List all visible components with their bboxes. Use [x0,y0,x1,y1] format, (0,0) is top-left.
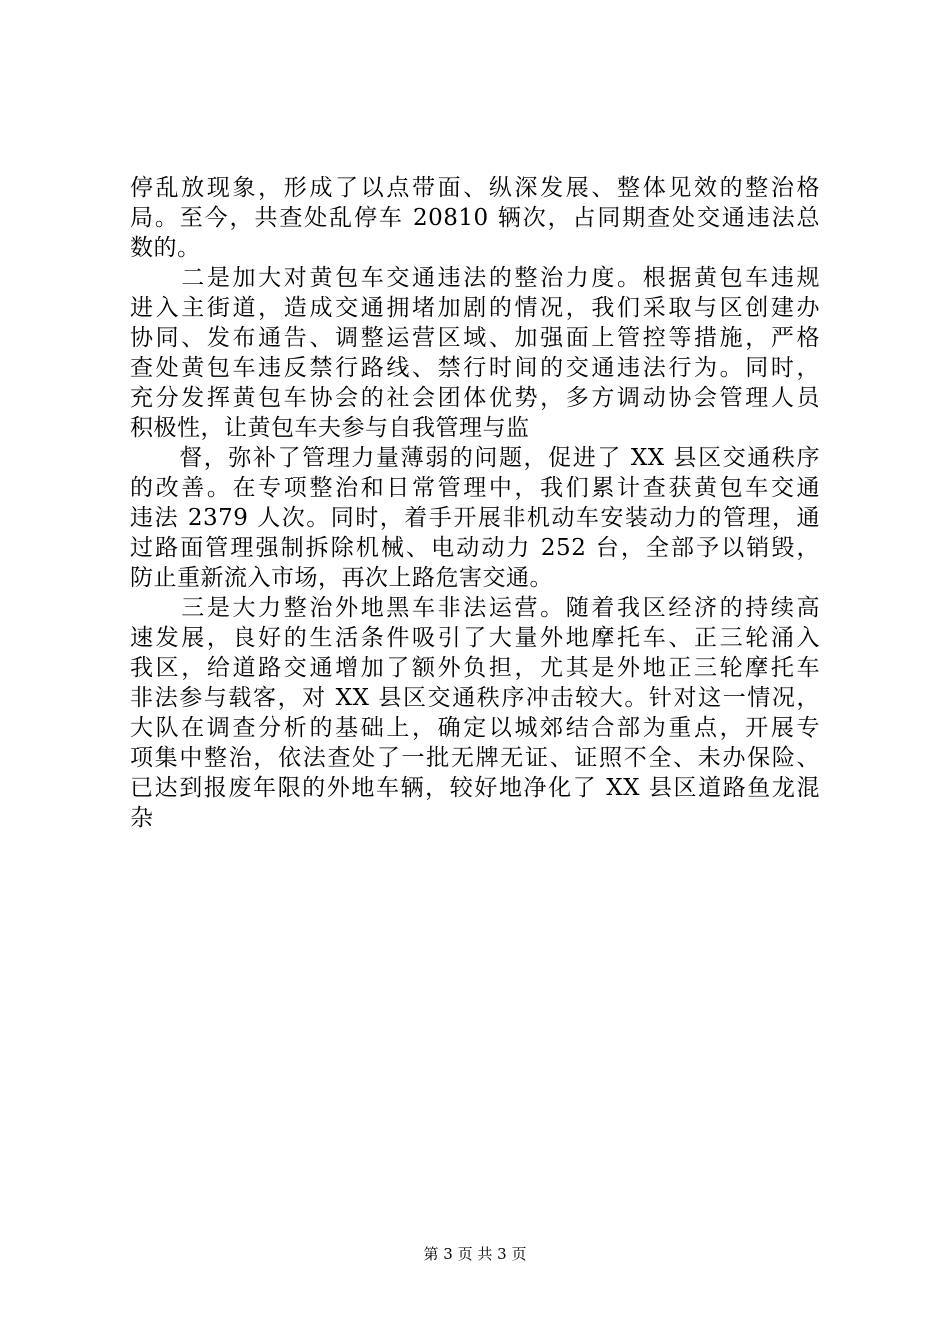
text-line: 项集中整治，依法查处了一批无牌无证、证照不全、未办保险、 [130,745,820,771]
text-line: 积极性，让黄包车夫参与自我管理与监 [130,415,530,441]
text-line: 已达到报废年限的外地车辆，较好地净化了 XX 县区道路鱼龙混 [130,775,820,801]
text-line: 杂 [130,805,154,831]
text-line: 查处黄包车违反禁行路线、禁行时间的交通违法行为。同时， [130,355,820,381]
text-line: 的改善。在专项整治和日常管理中，我们累计查获黄包车交通 [130,475,820,501]
text-line: 速发展，良好的生活条件吸引了大量外地摩托车、正三轮涌入 [130,625,820,651]
page-footer: 第 3 页 共 3 页 [423,1245,527,1263]
text-line: 督，弥补了管理力量薄弱的问题，促进了 XX 县区交通秩序 [130,445,820,471]
text-line: 充分发挥黄包车协会的社会团体优势，多方调动协会管理人员 [130,385,820,411]
text-line: 防止重新流入市场，再次上路危害交通。 [130,565,553,591]
text-line: 非法参与载客，对 XX 县区交通秩序冲击较大。针对这一情况， [130,685,820,711]
text-line: 三是大力整治外地黑车非法运营。随着我区经济的持续高 [130,595,820,621]
text-line: 局。至今，共查处乱停车 20810 辆次，占同期查处交通违法总 [130,205,820,231]
text-line: 停乱放现象，形成了以点带面、纵深发展、整体见效的整治格 [130,175,820,201]
text-line: 大队在调查分析的基础上，确定以城郊结合部为重点，开展专 [130,715,820,741]
text-line: 二是加大对黄包车交通违法的整治力度。根据黄包车违规 [130,265,820,291]
text-line: 过路面管理强制拆除机械、电动动力 252 台，全部予以销毁， [130,535,820,561]
text-line: 协同、发布通告、调整运营区域、加强面上管控等措施，严格 [130,325,820,351]
text-line: 进入主街道，造成交通拥堵加剧的情况，我们采取与区创建办 [130,295,820,321]
document-body [130,173,820,833]
text-line: 数的。 [130,235,201,261]
text-line: 我区，给道路交通增加了额外负担，尤其是外地正三轮摩托车 [130,655,820,681]
text-line: 违法 2379 人次。同时，着手开展非机动车安装动力的管理，通 [130,505,820,531]
